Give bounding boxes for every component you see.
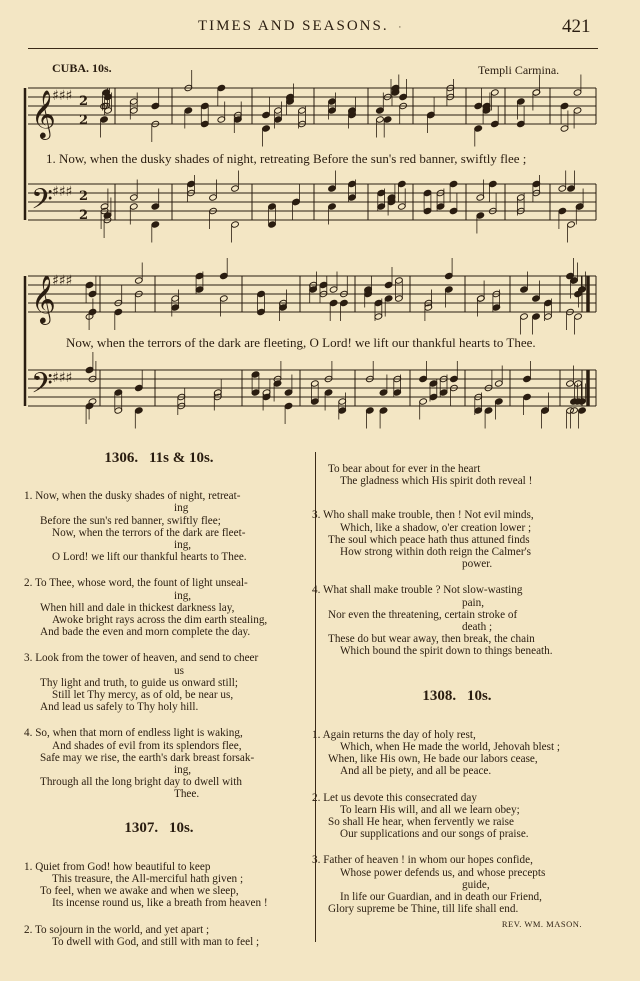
note-head [324,389,333,396]
verse-line: When, like His own, He bade our labors cease, [328,753,538,766]
note-head [495,398,504,405]
note-head [171,295,180,302]
note-head [262,111,271,118]
time-signature-bottom: 2 [79,208,89,223]
verse-line: So shall He hear, when fervently we raise [328,816,514,829]
lyric-line-2: Now, when the terrors of the dark are fleeting, O Lord! we lift our thankful hearts to Thee. [66,335,536,350]
bar-lines [25,88,596,406]
note-head [427,111,436,118]
sharps-icon: ♯♯♯ [52,184,73,200]
hymn-meter: 10s. [168,819,194,836]
note-head [130,98,139,105]
sharps-icon: ♯♯♯ [52,370,73,386]
verse-line: 4. So, when that morn of endless light is waking, [24,727,243,740]
hymn-1308-verses [312,729,602,916]
verse [312,792,602,841]
note-head [88,308,97,315]
note-head [284,389,293,396]
note-head [319,281,328,288]
note-head [100,116,109,123]
note-head [135,407,144,414]
note-head [558,185,567,192]
verse-line: 2. Let us devote this consecrated day [312,791,477,804]
verse [24,490,314,563]
treble-clef-icon: 𝄞 [31,274,56,323]
note-head [292,198,301,205]
hymn-meter: 11s & 10s. [148,450,214,466]
running-head-title: TIMES AND SEASONS. [198,18,389,34]
sharps-icon: ♯♯♯ [52,88,73,104]
verse [24,924,314,948]
note-head [151,221,160,228]
note-head [574,380,583,387]
note-head [231,221,240,228]
verse-line: The gladness which His spirit doth reveal ! [340,475,533,488]
verse [24,652,314,713]
note-head [532,313,541,320]
note-head [578,286,587,293]
verse [312,729,602,778]
verse [312,584,602,657]
verse-line: Still let Thy mercy, as of old, be near us, [52,689,234,702]
note-head [423,207,432,214]
verse-line: In life our Guardian, and in death our Friend, [340,891,542,904]
note-head [135,384,144,391]
note-head [423,189,432,196]
note-head [436,203,445,210]
verse-line: When hill and dale in thickest darkness lay, [40,601,235,614]
verse-line: Which, like a shadow, o'er creation lower ; [340,521,532,534]
hymn-meter: 10s. [466,687,492,704]
lyric-line-1: 1. Now, when the dusky shades of night, retreating Before the sun's red banner, swiftly flee ; [46,151,527,166]
note-head [419,398,428,405]
note-head [379,389,388,396]
note-head [489,180,498,187]
hymn-1307-verses [24,861,314,948]
note-head [88,290,97,297]
note-head [201,120,210,127]
note-head [217,116,226,123]
note-head [495,380,504,387]
note-head [151,102,160,109]
tune-source: Templi Carmina. [478,63,560,77]
verse-line: us [174,664,184,677]
note-head [376,107,385,114]
verse-line: 4. What shall make trouble ? Not slow-wasting [312,584,523,597]
verse-line: Through all the long bright day to dwell with [40,776,242,789]
note-head [560,125,569,132]
verse-line: To feel, when we awake and when we sleep, [40,885,239,898]
verse [312,854,602,915]
treble-clef-icon: 𝄞 [31,89,56,138]
note-head [520,313,529,320]
verse-line: 2. To sojourn in the world, and yet apart ; [24,923,210,936]
note-head [399,93,408,100]
verse-line: And lead us safely to Thy holy hill. [40,701,199,714]
verse-line: To dwell with God, and still with man to feel ; [52,935,260,948]
right-column [312,463,602,931]
bass-clef-icon: 𝄢 [31,183,53,223]
note-head [348,180,357,187]
verse-line: 3. Who shall make trouble, then ! Not evil minds, [312,509,534,522]
note-head [575,203,584,210]
note-head [135,277,144,284]
note-head [220,272,229,279]
note-head [328,203,337,210]
note-head [573,107,582,114]
tune-name: CUBA. 10s. [52,61,112,75]
verse-line: And bade the even and morn complete the day. [40,626,251,639]
time-signature-top: 2 [79,189,89,204]
verse-line: Now, when the terrors of the dark are fleet- [52,526,246,539]
note-head [384,295,393,302]
note-head [130,203,139,210]
note-head [85,281,94,288]
note-head [384,281,393,288]
note-head [329,286,338,293]
note-head [374,299,383,306]
verse-line: ing, [174,539,192,552]
hymn-number: 1307. [124,819,159,836]
note-head [566,380,575,387]
note-head [338,407,347,414]
note-head [517,98,526,105]
note-head [298,107,307,114]
note-head [328,98,337,105]
note-head [377,189,386,196]
sharps-icon: ♯♯♯ [52,273,73,289]
verse-line: O Lord! we lift our thankful hearts to Thee. [52,551,247,564]
note-head [484,407,493,414]
verse [312,509,602,570]
left-column [24,452,314,948]
note-head [114,389,123,396]
note-head [366,407,375,414]
verse-line: And all be piety, and all be peace. [340,765,492,778]
note-head [311,380,320,387]
note-head [558,207,567,214]
note-head [377,203,386,210]
verse [24,861,314,910]
note-head [274,107,283,114]
note-head [262,125,271,132]
hymn-1307-continuation [312,463,602,487]
note-head [395,277,404,284]
note-head [195,272,204,279]
note-head [491,89,500,96]
verse-line: These do but wear away, then break, the chain [328,633,535,646]
note-head [474,125,483,132]
note-head [449,180,458,187]
note-head [328,107,337,114]
note-head [376,116,385,123]
bass-clef-icon: 𝄢 [31,367,53,407]
clefs [31,88,88,407]
note-head [88,398,97,405]
note-head [429,380,438,387]
note-head [284,402,293,409]
note-head [573,89,582,96]
note-head [114,308,123,315]
verse-line: This treasure, the All-merciful hath given ; [52,873,244,886]
note-head [450,375,459,382]
note-head [251,389,260,396]
note-head [348,194,357,201]
note-head [151,203,160,210]
verse-line: ing, [174,589,192,602]
time-signature-bottom: 2 [79,113,89,128]
verse-line: Which, when He made the world, Jehovah blest ; [340,741,560,754]
note-head [429,393,438,400]
verse-line: 1. Again returns the day of holy rest, [312,728,476,741]
staff-lines [28,88,596,406]
hymn-1306-verses [24,490,314,800]
verse-line: How strong within doth reign the Calmer's [340,546,531,559]
note-head [340,299,349,306]
verse-line: 3. Father of heaven ! in whom our hopes confide, [312,854,533,867]
verse-line: Safe may we rise, the earth's dark breast forsak- [40,751,255,764]
verse-line: Which bound the spirit down to things beneath. [340,645,553,658]
music-score [0,0,640,430]
note-head [560,102,569,109]
note-head [544,313,553,320]
note-head [474,102,483,109]
note-head [328,185,337,192]
note-head [184,107,193,114]
verse-line: Whose power defends us, and whose precepts [340,866,546,879]
hymn-1308-heading [312,687,602,704]
note-head [523,375,532,382]
note-head [257,290,266,297]
verse-line: pain, [462,596,485,609]
note-head [268,221,277,228]
verse-line: Its incense round us, like a breath from heaven ! [52,897,268,910]
note-head [393,389,402,396]
verse-line: Thy light and truth, to guide us onward still; [40,676,238,689]
note-head [187,180,196,187]
verse-line: death ; [462,621,493,634]
verse-line: 3. Look from the tower of heaven, and send to cheer [24,652,259,665]
note-head [195,286,204,293]
note-head [130,194,139,201]
note-head [217,84,226,91]
note-head [209,194,218,201]
verse-line: ing, [174,764,192,777]
running-head-mark: · [398,22,404,32]
note-head [574,313,583,320]
hymn-1307-verses-right [312,509,602,657]
note-head [231,185,240,192]
note-head [398,180,407,187]
verse-line: ing [174,502,189,515]
verse-line: guide, [462,878,490,891]
note-head [578,407,587,414]
verse-line: 1. Quiet from God! how beautiful to keep [24,860,211,873]
verse-line: Thee. [174,788,200,801]
note-head [474,407,483,414]
hymn-author: REV. WM. MASON. [501,919,582,930]
verse-line: And shades of evil from its splendors flee, [52,739,242,752]
note-head [445,286,454,293]
note-head [114,407,123,414]
note-head [130,107,139,114]
note-head [520,286,529,293]
note-head [338,398,347,405]
note-head [268,203,277,210]
page-number: 421 [562,16,591,37]
time-signature-top: 2 [79,94,89,109]
hymn-number: 1306. [104,450,139,466]
note-head [449,207,458,214]
note-head [171,304,180,311]
note-head [251,371,260,378]
note-head [532,295,541,302]
verse [24,727,314,800]
note-head [85,366,94,373]
hymn-1306-heading [4,452,314,465]
verse-line: Before the sun's red banner, swiftly flee; [40,514,221,527]
verse-line: Glory supreme be Thine, till life shall end. [328,903,519,916]
note-head [491,120,500,127]
note-head [541,407,550,414]
verse-line: Awoke bright rays across the dim earth stealing, [52,614,268,627]
verse-line: 1. Now, when the dusky shades of night, retreat- [24,490,241,503]
verse-line: The soul which peace hath thus attuned finds [328,533,530,546]
verse [24,577,314,638]
note-head [523,393,532,400]
note-head [544,299,553,306]
note-head [329,299,338,306]
verse-line: Nor even the threatening, certain stroke of [328,608,518,621]
hymn-number: 1308. [422,687,457,704]
verse-line: Our supplications and our songs of praise. [340,828,529,841]
verse-line: To learn His will, and all we learn obey; [340,803,520,816]
note-head [311,398,320,405]
verse-line: 2. To Thee, whose word, the fount of light unseal- [24,577,248,590]
hymn-1307-heading [4,819,314,836]
note-head [220,295,229,302]
note-head [419,375,428,382]
note-head [274,116,283,123]
note-head [398,203,407,210]
note-head [383,116,392,123]
note-head [374,313,383,320]
note-head [395,295,404,302]
note-head [439,389,448,396]
note-head [567,185,576,192]
note-head [257,308,266,315]
verse-line: To bear about for ever in the heart [328,463,481,475]
note-head [567,221,576,228]
verse-line: power. [462,558,493,571]
note-head [201,102,210,109]
note-head [379,407,388,414]
note-head [476,212,485,219]
